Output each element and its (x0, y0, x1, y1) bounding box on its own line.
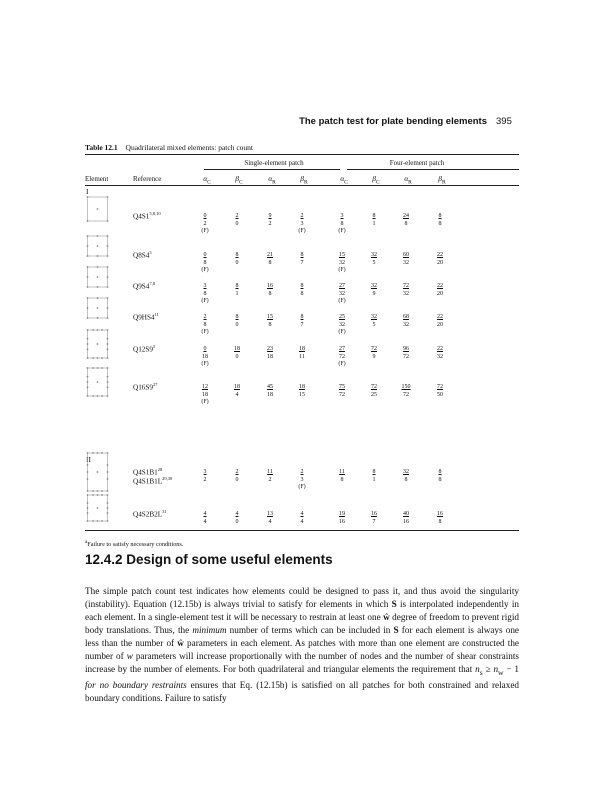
footnote-text: Failure to satisfy necessary conditions. (87, 541, 184, 549)
count-cell: 4 4 (300, 511, 304, 525)
reference-label: $Q9HS4^{11}$ (133, 312, 159, 322)
count-cell: 18 11 (299, 346, 305, 360)
count-cell: 0 8 (F) (201, 252, 209, 274)
table-caption (85, 143, 253, 152)
group-rule-four (347, 169, 519, 170)
symbol-header-2: $\alpha_R$ (268, 174, 276, 186)
count-cell: 4 0 (235, 511, 239, 525)
section-title: 12.4.2 Design of some useful elements (85, 552, 333, 567)
symbol-header-7: $\beta_R$ (438, 174, 446, 186)
element-diagram (86, 328, 112, 360)
count-cell: 32 8 (403, 469, 409, 483)
count-cell: 18 4 (234, 384, 240, 398)
count-cell: 8 1 (372, 469, 376, 483)
element-diagram (86, 265, 112, 289)
count-cell: 0 2 (F) (201, 213, 209, 235)
count-cell: 24 8 (403, 213, 409, 227)
count-cell: 8 8 (438, 213, 442, 227)
group-header-four: Four-element patch (389, 159, 445, 167)
count-cell: 2 8 (F) (201, 314, 209, 336)
table-bottom-rule (85, 530, 519, 531)
reference-label: $Q4S1B1^{28}$ $Q4S1B1L^{29,30}$ (133, 467, 173, 486)
reference-label: $Q16S9^{27}$ (133, 382, 158, 392)
count-cell: 25 32 (F) (338, 314, 346, 336)
count-cell: 19 16 (339, 511, 345, 525)
count-cell: 22 20 (437, 252, 443, 266)
count-cell: 8 1 (372, 213, 376, 227)
element-diagram (86, 493, 112, 523)
table-top-rule (85, 154, 519, 155)
element-diagram (86, 234, 112, 258)
running-header: The patch test for plate bending elements (299, 116, 487, 127)
count-cell: 16 8 (267, 283, 273, 297)
count-cell: 15 32 (F) (338, 252, 346, 274)
count-cell: 8 1 (235, 283, 239, 297)
table-header-rule (85, 185, 519, 186)
symbol-header-4: $\alpha_C$ (340, 174, 348, 186)
count-cell: 2 3 (F) (298, 469, 306, 491)
count-cell: 3 8 (F) (338, 213, 346, 235)
count-cell: 8 0 (235, 252, 239, 266)
count-cell: 18 0 (234, 346, 240, 360)
count-cell: 8 8 (438, 469, 442, 483)
count-cell: 23 18 (267, 346, 273, 360)
count-cell: 72 9 (371, 346, 377, 360)
reference-label: $Q8S4^5$ (133, 250, 152, 260)
element-diagram (86, 296, 112, 320)
table-label: Table 12.1 (85, 143, 118, 152)
count-cell: 2 0 (235, 213, 239, 227)
count-cell: 27 32 (F) (338, 283, 346, 305)
symbol-header-5: $\beta_C$ (372, 174, 380, 186)
count-cell: 0 18 (F) (201, 346, 209, 368)
reference-label: $Q4S2B2L^{31}$ (133, 509, 167, 519)
element-diagram (86, 195, 112, 223)
symbol-header-0: $\alpha_C$ (203, 174, 211, 186)
group-rule-single (204, 169, 340, 170)
count-cell: 16 7 (371, 511, 377, 525)
count-cell: 15 8 (267, 314, 273, 328)
count-cell: 8 7 (300, 252, 304, 266)
footnote-mark: a (85, 539, 88, 545)
symbol-header-1: $\beta_C$ (235, 174, 243, 186)
count-cell: 3 2 (203, 469, 207, 483)
body-paragraph: The simple patch count test indicates how elements could be designed to pass it, and thus avoid the singularity (instability). Equation (12.15b) is always trivial to satisfy for elements in which S is interpolated independently in each element. In a single-element test it will be necessary to restrain at least one ŵ degree of freedom to prevent rigid body translations. Thus, the minimum number of terms which can be included in S for each element is always one less than the number of ŵ parameters in each element. As patches with more than one element are constructed the number of w parameters will increase proportionally with the number of nodes and the number of shear constraints increase by the number of elements. For both quadrilateral and triangular elements the requirement that $n_s \ge n_w - 1$ for no boundary restraints ensures that Eq. (12.15b) is satisfied on all patches for both constrained and relaxed boundary conditions. Failure to satisfy (85, 586, 520, 703)
count-cell: 8 7 (300, 314, 304, 328)
count-cell: 72 25 (371, 384, 377, 398)
count-cell: 27 72 (F) (338, 346, 346, 368)
group-header-single: Single-element patch (244, 159, 304, 167)
count-cell: 40 16 (403, 511, 409, 525)
reference-label: Q4S1$^{5,8,10}$ (133, 211, 161, 221)
count-cell: 8 0 (235, 314, 239, 328)
count-cell: 8 8 (300, 283, 304, 297)
reference-label: $Q12S9^5$ (133, 344, 156, 354)
reference-label: Q9S4$^{7,8}$ (133, 281, 156, 291)
element-diagram (86, 451, 112, 493)
count-cell: 72 32 (403, 283, 409, 297)
count-cell: 13 4 (267, 511, 273, 525)
count-cell: 18 15 (299, 384, 305, 398)
count-cell: 75 72 (339, 384, 345, 398)
count-cell: 12 18 (F) (201, 384, 209, 406)
table-footnote (85, 539, 183, 548)
count-cell: 22 32 (437, 346, 443, 360)
count-cell: 68 32 (403, 314, 409, 328)
table-caption-text: Quadrilateral mixed elements: patch count (125, 143, 253, 152)
page-number: 395 (496, 116, 512, 127)
count-cell: 11 8 (339, 469, 345, 483)
section-label-1: I (86, 187, 89, 196)
count-cell: 21 8 (267, 252, 273, 266)
count-cell: 2 3 (F) (298, 213, 306, 235)
count-cell: 32 5 (371, 252, 377, 266)
count-cell: 9 2 (268, 213, 272, 227)
count-cell: 22 20 (437, 314, 443, 328)
count-cell: 60 32 (403, 252, 409, 266)
count-cell: 32 5 (371, 314, 377, 328)
count-cell: 22 20 (437, 283, 443, 297)
element-diagram (86, 366, 112, 398)
count-cell: 150 72 (401, 384, 411, 398)
section-label-2: II (86, 455, 91, 464)
count-cell: 16 8 (437, 511, 443, 525)
symbol-header-6: $\alpha_R$ (404, 174, 412, 186)
col-header-element: Element (85, 175, 109, 183)
symbol-header-3: $\beta_R$ (300, 174, 308, 186)
count-cell: 11 2 (267, 469, 273, 483)
count-cell: 2 0 (235, 469, 239, 483)
count-cell: 32 9 (371, 283, 377, 297)
count-cell: 45 18 (267, 384, 273, 398)
col-header-reference: Reference (133, 175, 162, 183)
count-cell: 72 50 (437, 384, 443, 398)
count-cell: 4 4 (203, 511, 207, 525)
count-cell: 96 72 (403, 346, 409, 360)
count-cell: 3 8 (F) (201, 283, 209, 305)
